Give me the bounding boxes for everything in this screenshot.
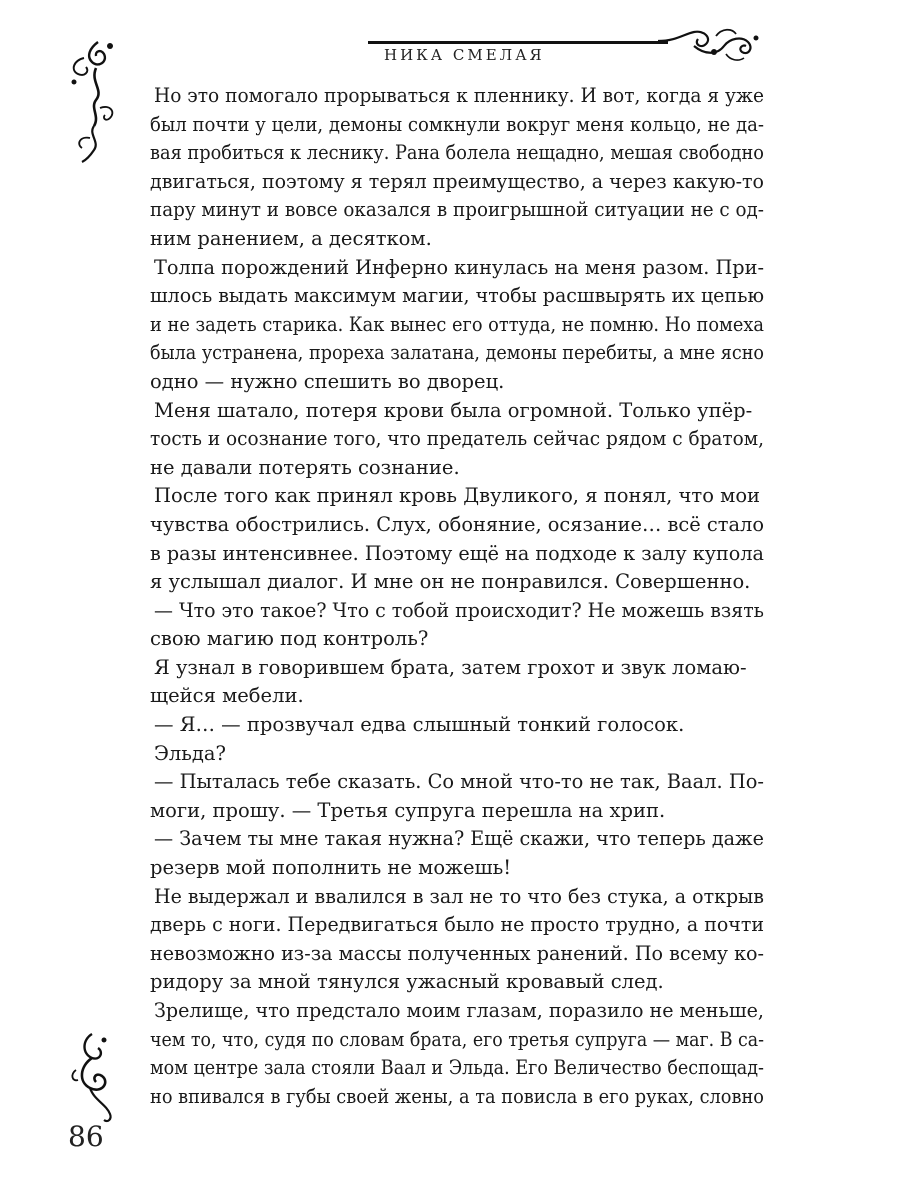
paragraph xyxy=(150,740,764,769)
paragraph xyxy=(150,397,764,483)
text-line: Не выдержал и ввалился в зал не то что без стука, а открыв xyxy=(154,884,764,908)
paragraph xyxy=(150,997,764,1111)
text-line: чем то, что, судя по словам брата, его третья супруга — маг. В са- xyxy=(150,1027,764,1051)
text-line: Зрелище, что предстало моим глазам, поразило не меньше, xyxy=(154,999,764,1022)
page-number: 86 xyxy=(68,1120,104,1153)
paragraph xyxy=(150,254,764,397)
text-line: был почти у цели, демоны сомкнули вокруг меня кольцо, не да- xyxy=(150,112,764,136)
dialogue-paragraph xyxy=(150,711,764,740)
header-rule xyxy=(368,41,668,44)
body-text xyxy=(150,82,764,1111)
text-line: не давали потерять сознание. xyxy=(150,455,460,479)
text-line: вая пробиться к леснику. Рана болела нещадно, мешая свободно xyxy=(150,141,764,165)
text-line: но впивался в губы своей жены, а та повисла в его руках, словно xyxy=(150,1084,764,1108)
text-line: была устранена, прореха залатана, демоны перебиты, а мне ясно xyxy=(150,341,764,365)
header-scroll-ornament-icon xyxy=(656,24,766,68)
text-line: шлось выдать максимум магии, чтобы расшвырять их цепью xyxy=(150,284,764,308)
text-line: — Что это такое? Что с тобой происходит? Не можешь взять xyxy=(154,598,764,622)
text-line: одно — нужно спешить во дворец. xyxy=(150,369,505,393)
text-line: мом центре зала стояли Ваал и Эльда. Его Величество беспощад- xyxy=(150,1056,764,1080)
dialogue-paragraph xyxy=(150,597,764,654)
text-line: и не задеть старика. Как вынес его оттуда, не помню. Но помеха xyxy=(150,312,764,336)
text-line: свою магию под контроль? xyxy=(150,627,429,651)
text-line: После того как принял кровь Двуликого, я понял, что мои xyxy=(154,484,761,508)
text-line: резерв мой пополнить не можешь! xyxy=(150,856,512,880)
text-line: в разы интенсивнее. Поэтому ещё на подходе к залу купола xyxy=(150,541,764,565)
text-line: невозможно из-за массы полученных ранений. По всему ко- xyxy=(150,941,764,965)
text-line: — Пыталась тебе сказать. Со мной что-то не так, Ваал. По- xyxy=(154,770,764,794)
text-line: чувства обострились. Слух, обоняние, осязание… всё стало xyxy=(150,512,764,536)
text-line: Меня шатало, потеря крови была огромной. Только упёр- xyxy=(154,398,753,422)
text-line: дверь с ноги. Передвигаться было не просто трудно, а почти xyxy=(150,913,764,937)
text-line: Эльда? xyxy=(154,741,227,765)
text-line: Я узнал в говорившем брата, затем грохот и звук ломаю- xyxy=(154,655,747,679)
paragraph xyxy=(150,883,764,997)
paragraph xyxy=(150,482,764,596)
text-line: ним ранением, а десятком. xyxy=(150,226,432,250)
text-line: пару минут и вовсе оказался в проигрышной ситуации не с од- xyxy=(150,198,764,222)
header-title: НИКА СМЕЛАЯ xyxy=(384,46,545,64)
text-line: я услышал диалог. И мне он не понравился. Совершенно. xyxy=(150,570,751,594)
text-line: Но это помогало прорываться к пленнику. И вот, когда я уже xyxy=(154,84,764,107)
text-line: двигаться, поэтому я терял преимущество, а через какую-то xyxy=(150,169,764,193)
text-line: Толпа порождений Инферно кинулась на меня разом. При- xyxy=(154,255,764,279)
paragraph xyxy=(150,82,764,254)
text-line: щейся мебели. xyxy=(150,684,304,708)
text-line: ридору за мной тянулся ужасный кровавый след. xyxy=(150,970,664,994)
text-line: моги, прошу. — Третья супруга перешла на хрип. xyxy=(150,798,666,822)
running-header xyxy=(368,36,766,72)
dialogue-paragraph xyxy=(150,825,764,882)
dialogue-paragraph xyxy=(150,768,764,825)
text-line: — Зачем ты мне такая нужна? Ещё скажи, что теперь даже xyxy=(154,827,764,851)
text-line: тость и осознание того, что предатель сейчас рядом с братом, xyxy=(150,427,764,451)
text-line: — Я… — прозвучал едва слышный тонкий голосок. xyxy=(154,713,685,737)
paragraph xyxy=(150,654,764,711)
